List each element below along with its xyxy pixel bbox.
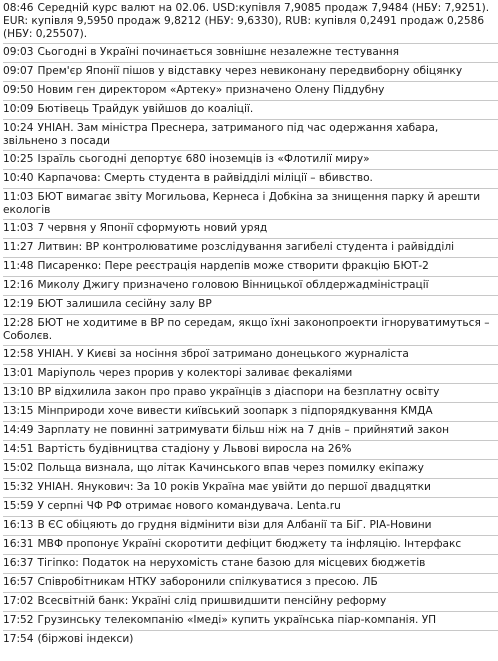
news-time: 11:27 [3,241,34,253]
news-item[interactable] [3,0,498,44]
news-time: 11:03 [3,222,34,234]
news-item[interactable] [3,63,498,82]
news-time: 16:13 [3,519,34,531]
news-item[interactable] [3,498,498,517]
news-item[interactable] [3,220,498,239]
news-time: 13:10 [3,386,34,398]
news-headline[interactable]: Новим ген директором «Артеку» призначено Олену Піддубну [37,84,385,96]
news-item[interactable] [3,365,498,384]
news-headline[interactable]: Маріуполь через прорив у колекторі заливає фекаліями [37,367,353,379]
news-headline[interactable]: Вартість будівництва стадіону у Львові виросла на 26% [37,443,352,455]
news-headline[interactable]: Писаренко: Пере реєстрація нардепів може створити фракцію БЮТ-2 [37,260,429,272]
news-headline[interactable]: Литвин: ВР контролюватиме розслідування загибелі студента і райвідділі [37,241,455,253]
news-item[interactable] [3,555,498,574]
news-headline[interactable]: Ізраїль сьогодні депортує 680 іноземців із «Флотилії миру» [37,153,370,165]
news-time: 11:03 [3,191,34,203]
news-headline[interactable]: МВФ пропонує Україні скоротити дефіцит бюджету та інфляцію. Інтерфакс [37,538,462,550]
news-item[interactable] [3,612,498,631]
news-item[interactable] [3,422,498,441]
news-time: 10:40 [3,172,34,184]
news-time: 09:03 [3,46,34,58]
news-headline[interactable]: В ЄС обіцяють до грудня відмінити візи для Албанії та БіГ. РІА-Новини [37,519,432,531]
news-headline[interactable]: Всесвітній банк: Україні слід пришвидшити пенсійну реформу [37,595,387,607]
news-time: 14:49 [3,424,34,436]
news-time: 11:48 [3,260,34,272]
news-item[interactable] [3,239,498,258]
news-time: 13:01 [3,367,34,379]
news-time: 12:16 [3,279,34,291]
news-headline[interactable]: Зарплату не повинні затримувати більш ніж на 7 днів – прийнятий закон [37,424,450,436]
news-time: 16:31 [3,538,34,550]
news-headline[interactable]: Бютівець Трайдук увійшов до коаліції. [37,103,254,115]
news-headline[interactable]: Грузинську телекомпанію «Імеді» купить українська піар-компанія. УП [37,614,437,626]
news-headline[interactable]: У серпні ЧФ РФ отримає нового командувача. Lenta.ru [37,500,341,512]
news-time: 12:28 [3,317,34,329]
news-headline[interactable]: БЮТ вимагає звіту Могильова, Кернеса і Добкіна за знищення парку й арешти екологів [3,191,481,216]
news-item[interactable] [3,593,498,612]
news-item[interactable] [3,258,498,277]
news-time: 08:46 [3,2,34,14]
news-time: 17:54 [3,633,34,645]
news-headline[interactable]: УНІАН. Янукович: За 10 років Україна має увійти до першої двадцятки [37,481,431,493]
news-item[interactable] [3,296,498,315]
news-time: 16:37 [3,557,34,569]
news-item[interactable] [3,101,498,120]
news-time: 15:32 [3,481,34,493]
news-headline[interactable]: Співробітникам НТКУ заборонили спілкуватися з пресою. ЛБ [37,576,378,588]
news-headline[interactable]: 7 червня у Японії сформують новий уряд [37,222,268,234]
news-item[interactable] [3,120,498,151]
news-item[interactable] [3,170,498,189]
news-headline[interactable]: Карпачова: Смерть студента в райвідділі міліції – вбивство. [37,172,373,184]
news-headline[interactable]: Прем'єр Японії пішов у відставку через невиконану передвиборну обіцянку [37,65,463,77]
news-item[interactable] [3,479,498,498]
news-time: 10:09 [3,103,34,115]
news-headline[interactable]: Сьогодні в Україні починається зовнішнє незалежне тестування [37,46,400,58]
news-item[interactable] [3,315,498,346]
news-headline[interactable]: БЮТ не ходитиме в ВР по середам, якщо їхні законопроекти ігноруватимуться – Соболєв. [3,317,490,342]
news-headline[interactable]: ВР відхилила закон про право українців з діаспори на безплатну освіту [37,386,440,398]
news-item[interactable] [3,403,498,422]
news-time: 13:15 [3,405,34,417]
news-time: 12:19 [3,298,34,310]
news-item[interactable] [3,517,498,536]
news-item[interactable] [3,536,498,555]
news-headline[interactable]: БЮТ залишила сесійну залу ВР [37,298,212,310]
news-item[interactable] [3,44,498,63]
news-time: 17:02 [3,595,34,607]
news-time: 09:50 [3,84,34,96]
news-headline[interactable]: Тігіпко: Податок на нерухомість стане базою для місцевих бюджетів [37,557,426,569]
news-time: 10:25 [3,153,34,165]
news-item[interactable] [3,277,498,296]
news-item[interactable] [3,441,498,460]
news-time: 09:07 [3,65,34,77]
news-time: 16:57 [3,576,34,588]
news-time: 15:02 [3,462,34,474]
news-item[interactable] [3,384,498,403]
news-item[interactable] [3,574,498,593]
news-time: 14:51 [3,443,34,455]
news-time: 12:58 [3,348,34,360]
news-headline[interactable]: Мінприроди хоче вивести київський зоопарк з підпорядкування КМДА [37,405,433,417]
news-time: 15:59 [3,500,34,512]
news-item[interactable] [3,189,498,220]
news-headline[interactable]: Польща визнала, що літак Качинського впав через помилку екіпажу [37,462,424,474]
news-headline[interactable]: Середній курс валют на 02.06. USD:купівля 7,9085 продаж 7,9484 (НБУ: 7,9251). EUR: купівля 9,5950 продаж 9,8212 (НБУ: 9,6330), RUB: купівля 0,2491 продаж 0,2586 (НБУ: 0,25507). [3,2,490,40]
news-item[interactable] [3,82,498,101]
news-item[interactable] [3,631,498,649]
news-time: 10:24 [3,122,34,134]
news-headline[interactable]: Миколу Джигу призначено головою Вінницької облдержадміністрації [37,279,429,291]
news-item[interactable] [3,346,498,365]
news-headline[interactable]: УНІАН. Зам міністра Преснера, затриманого під час одержання хабара, звільнено з посади [3,122,439,147]
news-time: 17:52 [3,614,34,626]
news-item[interactable] [3,460,498,479]
news-item[interactable] [3,151,498,170]
news-headline[interactable]: (біржові індекси) [37,633,134,645]
news-headline[interactable]: УНІАН. У Києві за носіння зброї затримано донецького журналіста [37,348,409,360]
